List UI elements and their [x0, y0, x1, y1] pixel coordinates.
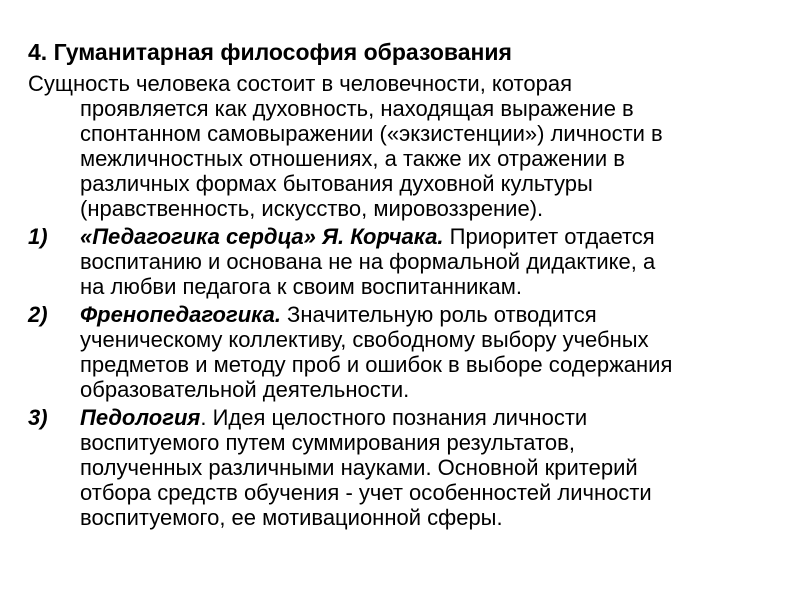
list-item-line: на любви педагога к своим воспитанникам.	[80, 274, 522, 299]
intro-paragraph	[28, 71, 768, 221]
list-item-line: воспитанию и основана не на формальной дидактике, а	[80, 249, 656, 274]
list-item-term: «Педагогика сердца» Я. Корчака.	[80, 224, 444, 249]
list-item-line: воспитуемого, ее мотивационной сферы.	[80, 505, 503, 530]
list-item-number: 2)	[28, 302, 48, 327]
list-item	[28, 302, 778, 402]
intro-line: межличностных отношениях, а также их отражении в	[80, 146, 625, 171]
list-item-number: 3)	[28, 405, 48, 430]
intro-line: проявляется как духовность, находящая выражение в	[80, 96, 634, 121]
intro-line: (нравственность, искусство, мировоззрение).	[80, 196, 544, 221]
list-item-first-line	[80, 405, 778, 430]
list-item-term: Педология	[80, 405, 201, 430]
list-item-line: воспитуемого путем суммирования результатов,	[80, 430, 575, 455]
list-item	[28, 405, 778, 530]
list-item-first-line-rest: Значительную роль отводится	[280, 302, 597, 327]
list-item-line: отбора средств обучения - учет особенностей личности	[80, 480, 652, 505]
list-item-text	[80, 405, 778, 530]
list-item-line: предметов и методу проб и ошибок в выборе содержания	[80, 352, 673, 377]
list-item-first-line-rest: Приоритет отдается	[443, 224, 655, 249]
list-item-text	[80, 302, 778, 402]
list-item-line: ученическому коллективу, свободному выбору учебных	[80, 327, 649, 352]
list-item-line: полученных различными науками. Основной критерий	[80, 455, 638, 480]
slide-title: 4. Гуманитарная философия образования	[28, 39, 512, 65]
list-item	[28, 224, 778, 299]
intro-line: спонтанном самовыражении («экзистенции») личности в	[80, 121, 663, 146]
list-item-first-line	[80, 224, 778, 249]
list-item-line: образовательной деятельности.	[80, 377, 410, 402]
list-item-number: 1)	[28, 224, 48, 249]
intro-line: различных формах бытования духовной культуры	[80, 171, 593, 196]
list-item-first-line-rest: . Идея целостного познания личности	[200, 405, 588, 430]
list-item-first-line	[80, 302, 778, 327]
list-item-text	[80, 224, 778, 299]
intro-line: Сущность человека состоит в человечности, которая	[28, 71, 573, 96]
list-item-term: Френопедагогика.	[80, 302, 281, 327]
